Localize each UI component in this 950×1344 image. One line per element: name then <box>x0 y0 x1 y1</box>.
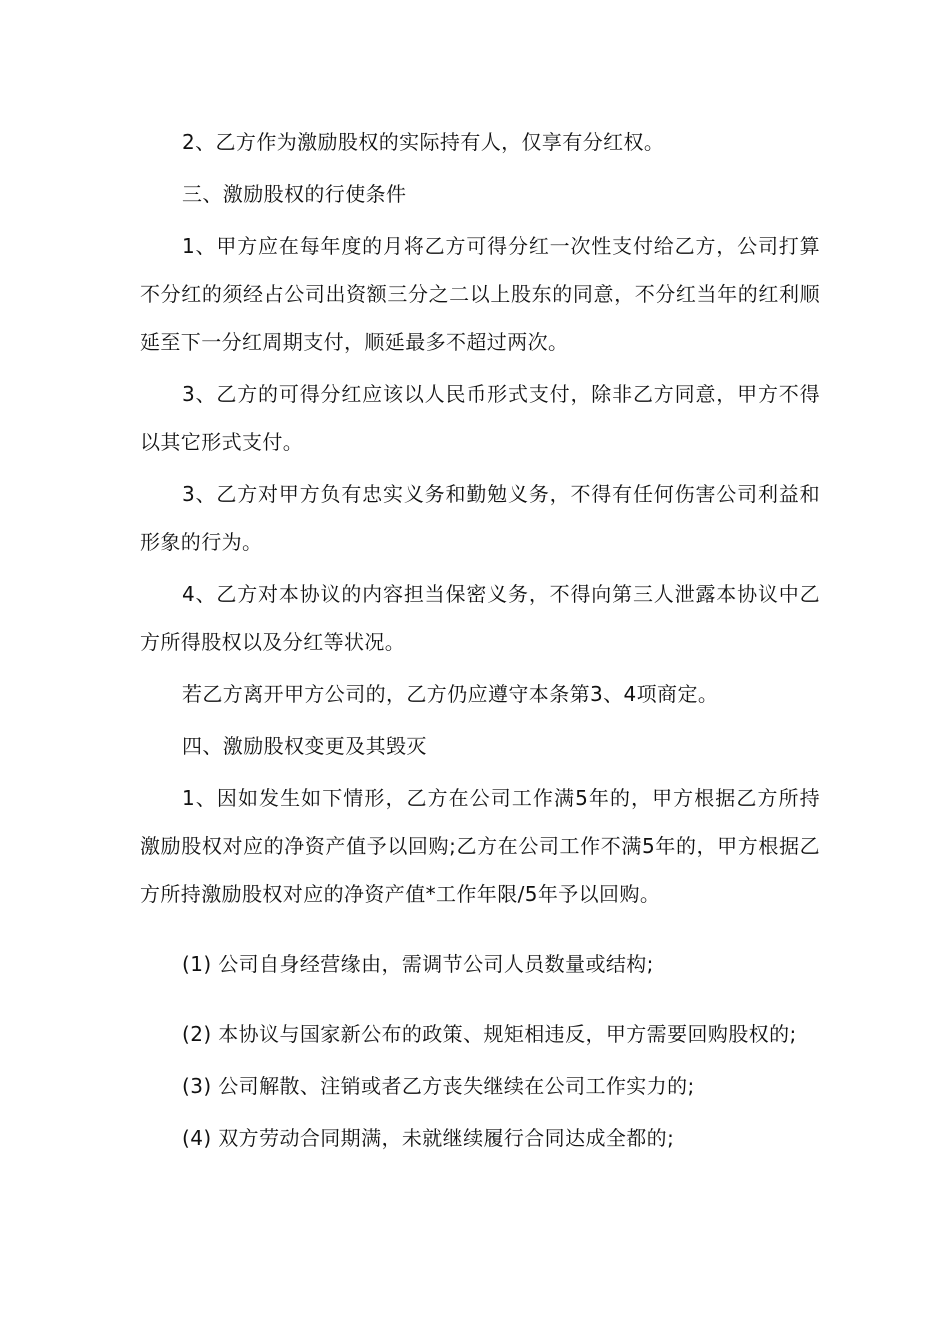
section-heading-change-and-termination: 四、激励股权变更及其毁灭 <box>182 734 427 758</box>
list-item-contract-expiry: (4) 双方劳动合同期满，未就继续履行合同达成全都的; <box>182 1126 675 1150</box>
list-item-policy-conflict: (2) 本协议与国家新公布的政策、规矩相违反，甲方需要回购股权的; <box>182 1022 797 1046</box>
document-body <box>140 118 820 1166</box>
section-heading-exercise-conditions: 三、激励股权的行使条件 <box>182 182 407 206</box>
paragraph-loyalty-duty: 3、乙方对甲方负有忠实义务和勤勉义务，不得有任何伤害公司利益和形象的行为。 <box>140 482 820 554</box>
paragraph-after-leaving: 若乙方离开甲方公司的，乙方仍应遵守本条第3、4项商定。 <box>182 682 719 706</box>
list-item-dissolution: (3) 公司解散、注销或者乙方丧失继续在公司工作实力的; <box>182 1074 695 1098</box>
paragraph-dividend-right: 2、乙方作为激励股权的实际持有人，仅享有分红权。 <box>182 130 665 154</box>
paragraph-repurchase-conditions: 1、因如发生如下情形，乙方在公司工作满5年的，甲方根据乙方所持激励股权对应的净资产值予以回购;乙方在公司工作不满5年的，甲方根据乙方所持激励股权对应的净资产值*工作年限/5年予以回购。 <box>140 786 820 906</box>
list-item-business-reasons: (1) 公司自身经营缘由，需调节公司人员数量或结构; <box>182 952 654 976</box>
paragraph-rmb-payment: 3、乙方的可得分红应该以人民币形式支付，除非乙方同意，甲方不得以其它形式支付。 <box>140 382 820 454</box>
paragraph-confidentiality: 4、乙方对本协议的内容担当保密义务，不得向第三人泄露本协议中乙方所得股权以及分红等状况。 <box>140 582 820 654</box>
paragraph-dividend-payment: 1、甲方应在每年度的月将乙方可得分红一次性支付给乙方，公司打算不分红的须经占公司出资额三分之二以上股东的同意，不分红当年的红利顺延至下一分红周期支付，顺延最多不超过两次。 <box>140 234 820 354</box>
